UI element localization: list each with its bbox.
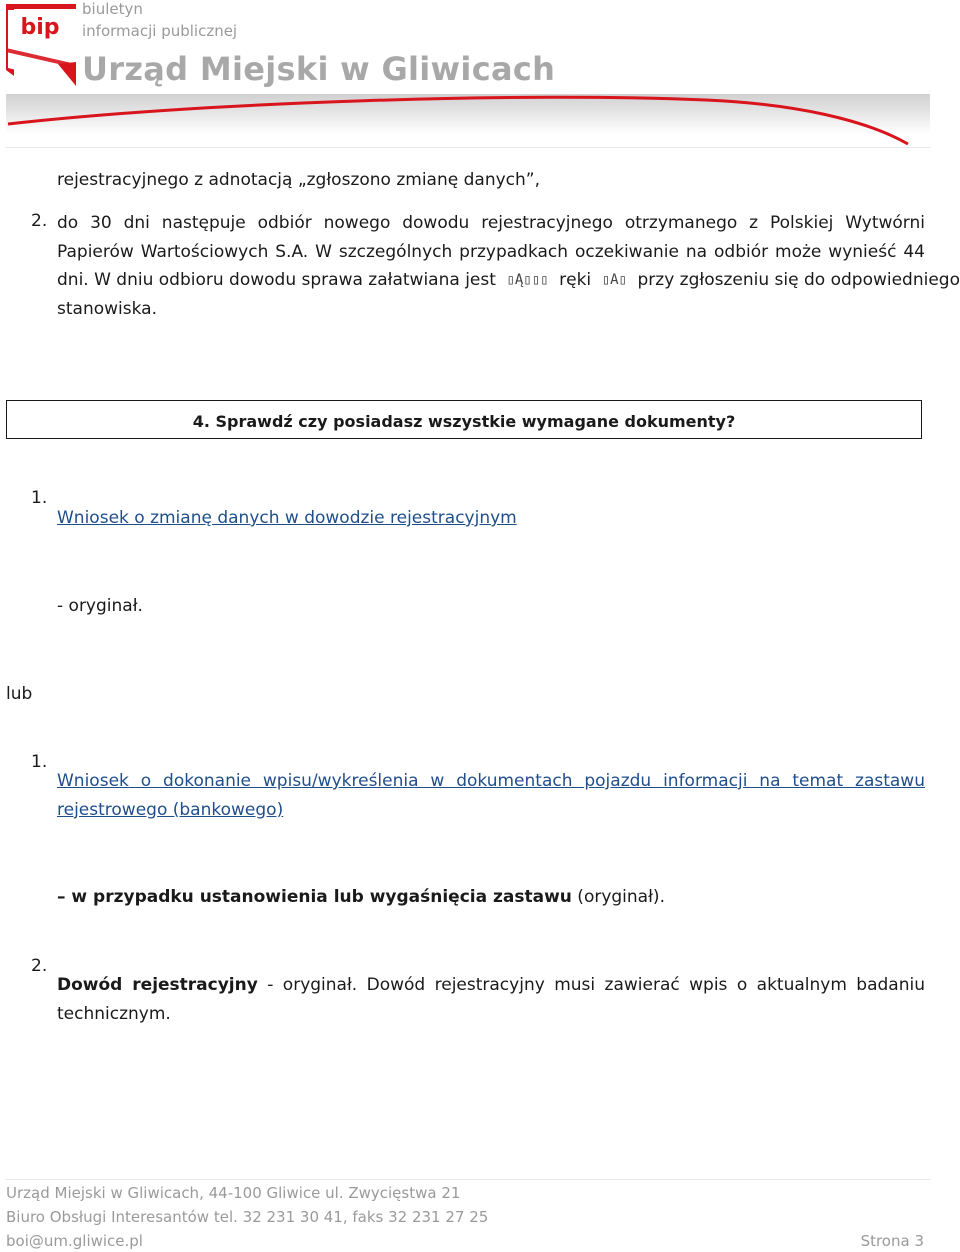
- garbled-glyphs-1: ▯Ą▯▯▯: [506, 272, 549, 288]
- doc1-form-link[interactable]: Wniosek o zmianę danych w dowodzie rejestracyjnym: [57, 508, 517, 528]
- doc2-bold: Dowód rejestracyjny: [57, 975, 258, 995]
- doc1b-form-link-line1[interactable]: Wniosek o dokonanie wpisu/wykreślenia w dokumentach pojazdu informacji na temat zastawu: [57, 771, 925, 791]
- doc2-paragraph: [57, 971, 925, 1028]
- svg-text:bip: bip: [20, 15, 60, 40]
- doc2-line1-rest: - oryginał. Dowód rejestracyjny musi zawierać wpis o aktualnym badaniu: [257, 975, 925, 995]
- section-title: 4. Sprawdź czy posiadasz wszystkie wymagane dokumenty?: [192, 412, 736, 431]
- item2-line3: [57, 266, 960, 295]
- doc1b-link-wrapper: [57, 767, 925, 824]
- section-heading-box: [6, 400, 922, 439]
- item2-number: 2.: [31, 211, 48, 231]
- footer-email[interactable]: boi@um.gliwice.pl: [6, 1232, 143, 1250]
- doc1-note: - oryginał.: [57, 596, 143, 616]
- item2-line3-mid: ręki: [559, 270, 592, 290]
- doc2-line2: technicznym.: [57, 1003, 171, 1024]
- item2-line3-start: dni. W dniu odbioru dowodu sprawa załatwiana jest: [57, 270, 496, 290]
- page-number: Strona 3: [860, 1232, 924, 1250]
- bip-subtitle-line1: biuletyn: [82, 0, 143, 18]
- item2-line4: stanowiska.: [57, 298, 157, 319]
- or-label: lub: [6, 684, 33, 704]
- item2-paragraph: [57, 209, 960, 323]
- doc1b-note: [57, 883, 665, 912]
- bip-logo: [6, 4, 78, 86]
- item2-line2: Papierów Wartościowych S.A. W szczególnych przypadkach oczekiwanie na odbiór może wynieść 44: [57, 241, 925, 262]
- doc1-link-wrapper: [57, 504, 517, 533]
- item2-line1: do 30 dni następuje odbiór nowego dowodu rejestracyjnego otrzymanego z Polskiej Wytwórni: [57, 213, 925, 233]
- doc1b-note-rest: (oryginał).: [571, 887, 665, 907]
- site-title: Urząd Miejski w Gliwicach: [82, 50, 556, 88]
- footer-address: Urząd Miejski w Gliwicach, 44-100 Gliwice ul. Zwycięstwa 21: [6, 1184, 461, 1202]
- header-swoosh: [6, 92, 930, 148]
- intro-text: rejestracyjnego z adnotacją „zgłoszono zmianę danych”,: [57, 170, 540, 190]
- bip-subtitle-line2: informacji publicznej: [82, 22, 238, 40]
- page-header: [0, 0, 960, 150]
- header-divider: [6, 147, 930, 148]
- footer-phone: Biuro Obsługi Interesantów tel. 32 231 30 41, faks 32 231 27 25: [6, 1208, 489, 1226]
- doc1b-note-bold: – w przypadku ustanowienia lub wygaśnięcia zastawu: [57, 887, 572, 907]
- doc1-number: 1.: [31, 488, 48, 508]
- doc1b-form-link-line2[interactable]: rejestrowego (bankowego): [57, 799, 284, 820]
- footer-divider: [6, 1179, 930, 1180]
- doc2-number: 2.: [31, 956, 48, 976]
- garbled-glyphs-2: ▯A▯: [601, 272, 627, 288]
- doc2-line1: [57, 971, 925, 1000]
- doc1b-number: 1.: [31, 752, 48, 772]
- item2-line3-end: przy zgłoszeniu się do odpowiedniego: [637, 270, 960, 290]
